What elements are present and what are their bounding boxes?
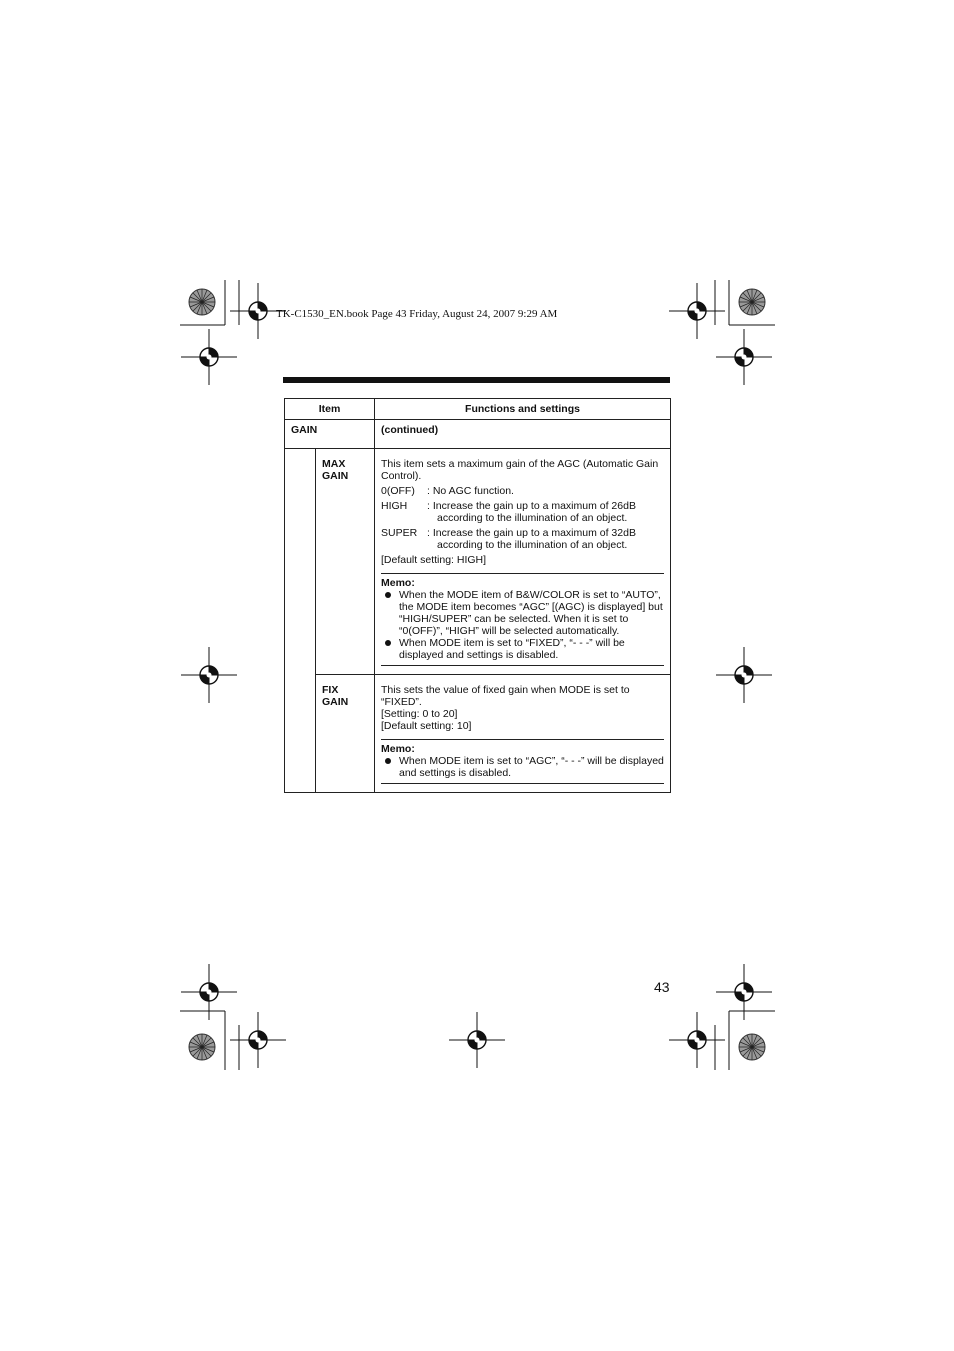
option-value: : No AGC function. [427, 485, 514, 497]
max-gain-description [375, 449, 671, 675]
section-rule [283, 377, 670, 383]
memo-item-text: When MODE item is set to “AGC”, “- - -” will be displayed and settings is disabled. [399, 755, 664, 779]
fix-gain-label-line-1: FIX [322, 684, 339, 696]
option-row [381, 485, 664, 497]
print-header-line: TK-C1530_EN.book Page 43 Friday, August 24, 2007 9:29 AM [276, 308, 558, 320]
table-row-fix-gain [285, 675, 671, 793]
memo-title: Memo: [381, 743, 415, 755]
option-key: HIGH [381, 500, 408, 512]
item-gain-label: GAIN [285, 420, 375, 449]
bullet-icon [385, 758, 391, 764]
option-key: SUPER [381, 527, 418, 539]
table-row-gain [285, 420, 671, 449]
page-number: 43 [654, 979, 670, 995]
memo-box [381, 739, 664, 784]
bullet-icon [385, 640, 391, 646]
memo-item-text: When the MODE item of B&W/COLOR is set to “AUTO”, the MODE item becomes “AGC” [(AGC) is displayed] but “HIGH/SUPER” can be selected. When it is set to “0(OFF)”, “HIGH” will be selected automatically. [399, 589, 663, 637]
max-gain-intro: This item sets a maximum gain of the AGC (Automatic Gain Control). [381, 458, 659, 482]
memo-list [381, 589, 664, 661]
memo-title: Memo: [381, 577, 415, 589]
memo-item-text: When MODE item is set to “FIXED”, “- - -” will be displayed and settings is disabled. [399, 637, 625, 661]
column-header-item: Item [285, 399, 375, 420]
fix-gain-description [375, 675, 671, 793]
max-gain-label-line-1: MAX [322, 458, 346, 470]
bullet-icon [385, 592, 391, 598]
option-key: 0(OFF) [381, 485, 415, 497]
memo-list [381, 755, 664, 779]
item-max-gain-label [316, 449, 375, 675]
option-value: : Increase the gain up to a maximum of 32dB according to the illumination of an object. [427, 527, 636, 551]
memo-item [381, 755, 664, 779]
table-row-max-gain [285, 449, 671, 675]
memo-item [381, 637, 664, 661]
gain-continued-text: (continued) [375, 420, 671, 449]
memo-item [381, 589, 664, 637]
option-row [381, 500, 664, 524]
fix-gain-intro: This sets the value of fixed gain when MODE is set to “FIXED”. [381, 684, 630, 708]
settings-table [284, 398, 671, 793]
fix-gain-default: [Default setting: 10] [381, 720, 472, 732]
option-value: : Increase the gain up to a maximum of 26dB according to the illumination of an object. [427, 500, 636, 524]
fix-gain-setting: [Setting: 0 to 20] [381, 708, 458, 720]
fix-gain-label-line-2: GAIN [322, 696, 349, 708]
max-gain-label-line-2: GAIN [322, 470, 349, 482]
item-fix-gain-label [316, 675, 375, 793]
indent-cell [285, 449, 316, 793]
column-header-functions: Functions and settings [375, 399, 671, 420]
table-header-row [285, 399, 671, 420]
option-row [381, 527, 664, 551]
max-gain-default: [Default setting: HIGH] [381, 554, 487, 566]
memo-box [381, 573, 664, 666]
